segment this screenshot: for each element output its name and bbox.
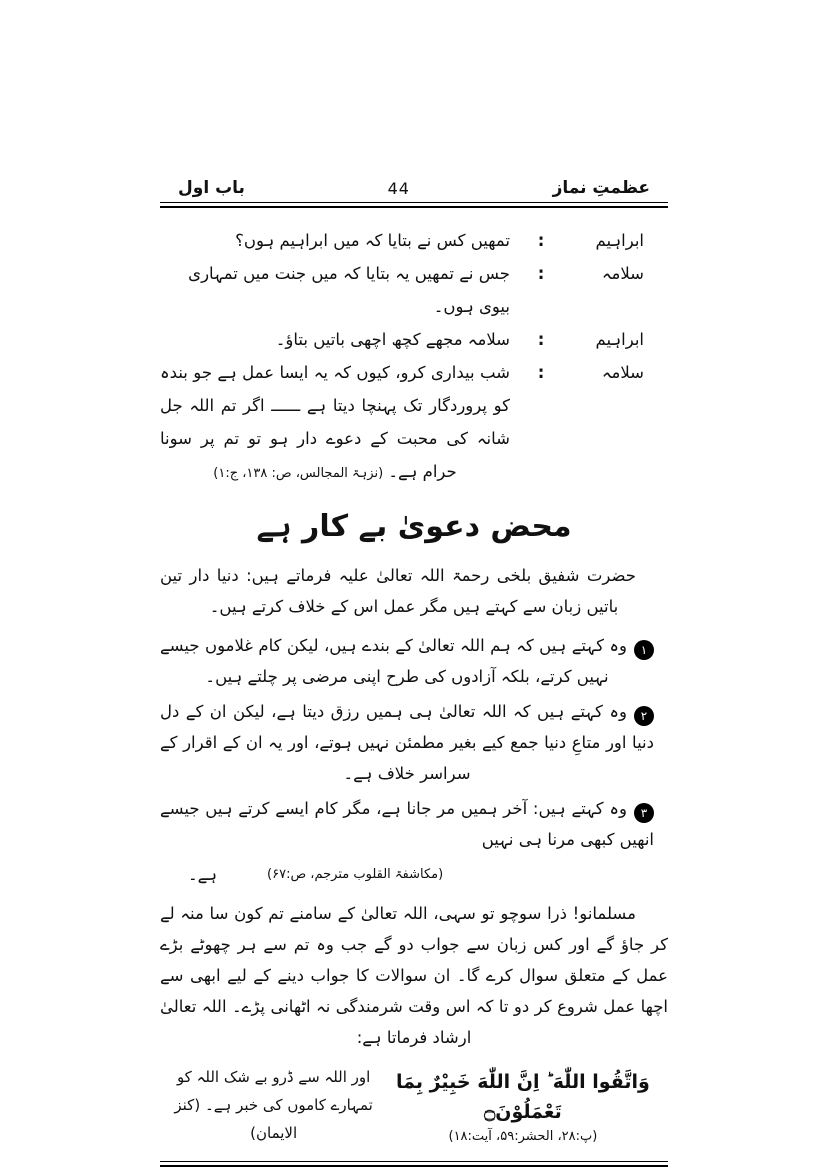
speech-body: شب بیداری کرو، کیوں کہ یہ ایسا عمل ہے جو بندہ کو پروردگار تک پہنچا دیتا ہے ــــــ اگر تم اللہ جل شانہ کی محبت کے دعوے دار ہو تو تم پر سونا حرام ہے۔ [160, 363, 510, 481]
dialogue-colon: : [537, 264, 545, 283]
list-item-lastline [160, 859, 668, 890]
verse-block [160, 1063, 668, 1147]
dialogue-row [160, 356, 668, 490]
footer-rule [160, 1161, 668, 1167]
citation: (نزہۃ المجالس، ص: ۱۳۸، ج:۱) [213, 466, 384, 481]
citation: (مکاشفۃ القلوب مترجم، ص:۶۷) [267, 867, 444, 882]
translation-column [172, 1063, 375, 1147]
page-header [160, 178, 668, 202]
list-item [160, 793, 668, 855]
dialogue-row [160, 224, 668, 257]
header-book-title: عظمتِ نماز [552, 178, 650, 198]
item-text-continuation: ہے۔ [188, 865, 218, 884]
verse-column [390, 1067, 656, 1144]
list-item [160, 630, 668, 692]
dialogue-row [160, 323, 668, 356]
item-text: وہ کہتے ہیں کہ اللہ تعالیٰ ہی ہمیں رزق دیتا ہے، لیکن ان کے دل دنیا اور متاعِ دنیا جمع کیے بغیر مطمئن نہیں ہوتے، اور یہ ان کے اقرار کے سراسر خلاف ہے۔ [160, 702, 654, 783]
speech-text: سلامہ مجھے کچھ اچھی باتیں بتاؤ۔ [275, 330, 510, 349]
speech-text: تمھیں کس نے بتایا کہ میں ابراہیم ہوں؟ [235, 231, 510, 250]
speaker-name: ابراہیم [595, 330, 644, 349]
speaker-name: ابراہیم [595, 231, 644, 250]
list-item [160, 696, 668, 789]
item-number-badge: ۳ [634, 803, 654, 823]
verse-citation: (پ:۲۸، الحشر:۵۹، آیت:۱۸) [448, 1128, 598, 1144]
item-text: وہ کہتے ہیں کہ ہم اللہ تعالیٰ کے بندے ہیں، لیکن کام غلاموں جیسے نہیں کرتے، بلکہ آزادوں کی طرح اپنی مرضی پر چلتے ہیں۔ [160, 636, 627, 686]
speech-text [160, 356, 510, 490]
header-rule [160, 202, 668, 208]
item-number-badge: ۱ [634, 640, 654, 660]
points-list [160, 630, 668, 890]
speech-text: جس نے تمھیں یہ بتایا کہ میں جنت میں تمہاری بیوی ہوں۔ [188, 264, 510, 316]
dialogue-colon: : [537, 363, 545, 382]
translation-source: (کنز الایمان) [174, 1096, 298, 1142]
exhortation-paragraph: مسلمانو! ذرا سوچو تو سہی، اللہ تعالیٰ کے سامنے تم کون سا منہ لے کر جاؤ گے اور کس زبان سے جواب دو گے جب وہ تم سے ہر چھوٹے بڑے عمل کے متعلق سوال کرے گا۔ ان سوالات کا جواب دینے کے لیے ابھی سے اچھا عمل شروع کر دو تا کہ اس وقت شرمندگی نہ اٹھانی پڑے۔ اللہ تعالیٰ ارشاد فرماتا ہے: [160, 904, 668, 1047]
dialogue-colon: : [537, 330, 545, 349]
dialogue-row [160, 257, 668, 323]
item-number-badge: ۲ [634, 706, 654, 726]
section-heading: محض دعویٰ بے کار ہے [256, 509, 572, 544]
header-chapter-title: باب اول [178, 178, 245, 198]
intro-paragraph: حضرت شفیق بلخی رحمۃ اللہ تعالیٰ علیہ فرماتے ہیں: دنیا دار تین باتیں زبان سے کہتے ہیں مگر عمل اس کے خلاف کرتے ہیں۔ [160, 566, 636, 616]
speaker-name: سلامہ [601, 363, 644, 382]
dialogue-section [160, 224, 668, 490]
page-content [160, 178, 668, 1167]
page-number: 44 [387, 179, 410, 198]
speaker-name: سلامہ [601, 264, 644, 283]
item-text: وہ کہتے ہیں: آخر ہمیں مر جانا ہے، مگر کام ایسے کرتے ہیں جیسے انھیں کبھی مرنا ہی نہیں [160, 799, 654, 849]
arabic-verse: وَاتَّقُوا اللّٰهَ ؕ اِنَّ اللّٰهَ خَبِيْرٌ بِمَا تَعْمَلُوْنَ۝ [395, 1070, 650, 1123]
dialogue-colon: : [537, 231, 545, 250]
verse-translation: اور اللہ سے ڈرو بے شک اللہ کو تمہارے کاموں کی خبر ہے۔ [176, 1068, 373, 1114]
